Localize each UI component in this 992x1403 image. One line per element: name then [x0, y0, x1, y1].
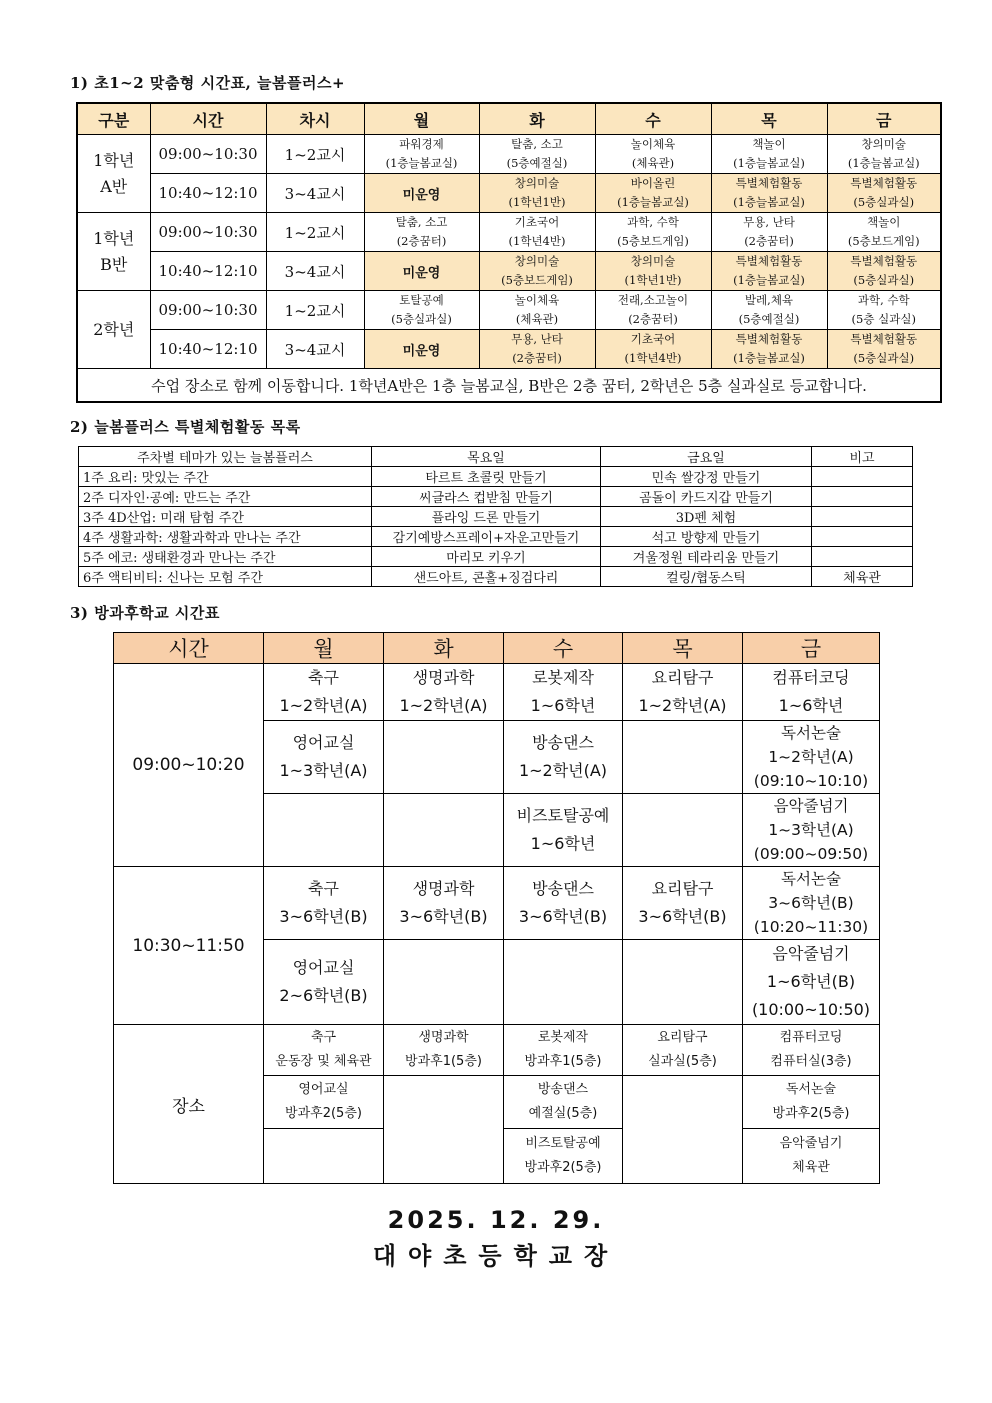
- place-label: 장소: [114, 1025, 264, 1184]
- class-cell: 음악줄넘기 1~6학년(B) (10:00~10:50): [743, 940, 880, 1025]
- activity-cell: 창의미술 (1학년1반): [479, 174, 595, 213]
- col-mon: 월: [364, 103, 479, 135]
- activity-cell: 놀이체육 (체육관): [479, 291, 595, 330]
- thursday-cell: 타르트 초콜릿 만들기: [372, 467, 601, 487]
- classroom-note: 수업 장소로 함께 이동합니다. 1학년A반은 1층 늘봄교실, B반은 2층 꿈터, 2학년은 5층 실과실로 등교합니다.: [77, 369, 941, 403]
- activity-cell: 책놀이 (5층보드게임): [827, 213, 941, 252]
- class-cell: 축구 3~6학년(B): [264, 867, 384, 940]
- class-cell: 요리탐구 1~2학년(A): [623, 664, 743, 721]
- place-cell: 영어교실 방과후2(5층): [264, 1076, 384, 1129]
- class-cell: 축구 1~2학년(A): [264, 664, 384, 721]
- place-cell: 로봇제작 방과후1(5층): [504, 1025, 623, 1076]
- empty-cell: [384, 940, 504, 1025]
- document-date: 2025. 12. 29.: [387, 1206, 605, 1234]
- col-fri: 금: [743, 633, 880, 664]
- friday-cell: 민속 쌀강정 만들기: [601, 467, 812, 487]
- care-timetable: [76, 102, 942, 403]
- theme-cell: 5주 에코: 생태환경과 만나는 주간: [79, 547, 372, 567]
- col-remark: 비고: [812, 447, 913, 467]
- period-cell: 3~4교시: [266, 252, 364, 291]
- remark-cell: 체육관: [812, 567, 913, 587]
- col-tue: 화: [479, 103, 595, 135]
- empty-cell: [623, 721, 743, 794]
- time-cell: 09:00~10:30: [150, 291, 266, 330]
- period-cell: 1~2교시: [266, 213, 364, 252]
- table-row: [77, 330, 941, 369]
- activity-cell: 창의미술 (1학년1반): [595, 252, 711, 291]
- time-cell: 10:40~12:10: [150, 252, 266, 291]
- class-cell: 생명과학 3~6학년(B): [384, 867, 504, 940]
- table-row: [77, 291, 941, 330]
- table-row: [77, 135, 941, 174]
- time-cell: 09:00~10:30: [150, 135, 266, 174]
- not-operated-cell: 미운영: [364, 252, 479, 291]
- section1-heading: 1) 초1~2 맞춤형 시간표, 늘봄플러스+: [70, 74, 346, 92]
- afterschool-timetable: [113, 632, 880, 1184]
- col-period: 차시: [266, 103, 364, 135]
- place-cell: 독서논술 방과후2(5층): [743, 1076, 880, 1129]
- theme-cell: 4주 생활과학: 생활과학과 만나는 주간: [79, 527, 372, 547]
- table-row: [79, 527, 913, 547]
- period-cell: 1~2교시: [266, 291, 364, 330]
- place-cell: 음악줄넘기 체육관: [743, 1129, 880, 1184]
- activity-cell: 전래,소고놀이 (2층꿈터): [595, 291, 711, 330]
- class-cell: 영어교실 1~3학년(A): [264, 721, 384, 794]
- col-fri: 금: [827, 103, 941, 135]
- table-row: [79, 507, 913, 527]
- not-operated-cell: 미운영: [364, 330, 479, 369]
- empty-cell: [264, 794, 384, 867]
- section3-heading: 3) 방과후학교 시간표: [70, 604, 220, 622]
- friday-cell: 3D펜 체험: [601, 507, 812, 527]
- care-header-row: [77, 103, 941, 135]
- table-row: [79, 487, 913, 507]
- not-operated-cell: 미운영: [364, 174, 479, 213]
- empty-cell: [384, 721, 504, 794]
- table-row: [79, 567, 913, 587]
- class-cell: 독서논술 1~2학년(A) (09:10~10:10): [743, 721, 880, 794]
- activity-cell: 책놀이 (1층늘봄교실): [711, 135, 827, 174]
- col-tue: 화: [384, 633, 504, 664]
- empty-cell: [504, 940, 623, 1025]
- class-cell: 영어교실 2~6학년(B): [264, 940, 384, 1025]
- thursday-cell: 마리모 키우기: [372, 547, 601, 567]
- time-slot-2: 10:30~11:50: [114, 867, 264, 1025]
- theme-cell: 3주 4D산업: 미래 탐험 주간: [79, 507, 372, 527]
- theme-cell: 1주 요리: 맛있는 주간: [79, 467, 372, 487]
- col-thursday: 목요일: [372, 447, 601, 467]
- place-cell: 비즈토탈공예 방과후2(5층): [504, 1129, 623, 1184]
- activity-cell: 창의미술 (5층보드게임): [479, 252, 595, 291]
- activity-cell: 특별체험활동 (1층늘봄교실): [711, 174, 827, 213]
- theme-cell: 2주 디자인·공예: 만드는 주간: [79, 487, 372, 507]
- activity-cell: 탈춤, 소고 (5층예절실): [479, 135, 595, 174]
- col-division: 구분: [77, 103, 150, 135]
- friday-cell: 곰돌이 카드지갑 만들기: [601, 487, 812, 507]
- activity-cell: 무용, 난타 (2층꿈터): [711, 213, 827, 252]
- period-cell: 3~4교시: [266, 174, 364, 213]
- period-cell: 3~4교시: [266, 330, 364, 369]
- remark-cell: [812, 527, 913, 547]
- thursday-cell: 샌드아트, 콘홀+징검다리: [372, 567, 601, 587]
- table-row: [114, 664, 880, 721]
- activity-cell: 창의미술 (1층늘봄교실): [827, 135, 941, 174]
- activity-cell: 바이올린 (1층늘봄교실): [595, 174, 711, 213]
- afterschool-header-row: [114, 633, 880, 664]
- class-cell: 생명과학 1~2학년(A): [384, 664, 504, 721]
- table-row: [77, 252, 941, 291]
- special-activity-table: [78, 446, 913, 587]
- place-cell: 컴퓨터코딩 컴퓨터실(3층): [743, 1025, 880, 1076]
- table-row: [77, 174, 941, 213]
- col-time: 시간: [150, 103, 266, 135]
- col-time: 시간: [114, 633, 264, 664]
- place-cell: 생명과학 방과후1(5층): [384, 1025, 504, 1076]
- time-slot-1: 09:00~10:20: [114, 664, 264, 867]
- activity-cell: 무용, 난타 (2층꿈터): [479, 330, 595, 369]
- place-cell: 방송댄스 예절실(5층): [504, 1076, 623, 1129]
- table-row: [77, 213, 941, 252]
- theme-cell: 6주 액티비티: 신나는 모험 주간: [79, 567, 372, 587]
- col-wed: 수: [595, 103, 711, 135]
- activity-cell: 토탈공예 (5층실과실): [364, 291, 479, 330]
- thursday-cell: 플라잉 드론 만들기: [372, 507, 601, 527]
- group-label: 1학년 A반: [77, 135, 150, 213]
- time-cell: 10:40~12:10: [150, 330, 266, 369]
- table-row: [114, 1025, 880, 1076]
- activity-cell: 과학, 수학 (5층보드게임): [595, 213, 711, 252]
- col-wed: 수: [504, 633, 623, 664]
- activity-cell: 특별체험활동 (5층실과실): [827, 252, 941, 291]
- class-cell: 비즈토탈공예 1~6학년: [504, 794, 623, 867]
- school-principal: 대야초등학교장: [372, 1242, 620, 1270]
- thursday-cell: 감기예방스프레이+자운고만들기: [372, 527, 601, 547]
- class-cell: 음악줄넘기 1~3학년(A) (09:00~09:50): [743, 794, 880, 867]
- activity-cell: 과학, 수학 (5층 실과실): [827, 291, 941, 330]
- table-row: [79, 547, 913, 567]
- col-thu: 목: [711, 103, 827, 135]
- activity-cell: 특별체험활동 (1층늘봄교실): [711, 330, 827, 369]
- activity-cell: 기초국어 (1학년4반): [595, 330, 711, 369]
- activity-cell: 탈춤, 소고 (2층꿈터): [364, 213, 479, 252]
- period-cell: 1~2교시: [266, 135, 364, 174]
- time-cell: 10:40~12:10: [150, 174, 266, 213]
- group-label: 2학년: [77, 291, 150, 369]
- col-mon: 월: [264, 633, 384, 664]
- activity-cell: 특별체험활동 (1층늘봄교실): [711, 252, 827, 291]
- activity-cell: 특별체험활동 (5층실과실): [827, 174, 941, 213]
- activity-header-row: [79, 447, 913, 467]
- activity-cell: 발레,체육 (5층예절실): [711, 291, 827, 330]
- class-cell: 독서논술 3~6학년(B) (10:20~11:30): [743, 867, 880, 940]
- activity-cell: 기초국어 (1학년4반): [479, 213, 595, 252]
- class-cell: 요리탐구 3~6학년(B): [623, 867, 743, 940]
- empty-cell: [384, 794, 504, 867]
- col-friday: 금요일: [601, 447, 812, 467]
- friday-cell: 석고 방향제 만들기: [601, 527, 812, 547]
- table-row: [79, 467, 913, 487]
- remark-cell: [812, 507, 913, 527]
- activity-cell: 특별체험활동 (5층실과실): [827, 330, 941, 369]
- table-row: [114, 867, 880, 940]
- place-cell: 요리탐구 실과실(5층): [623, 1025, 743, 1076]
- empty-cell: [384, 1076, 504, 1184]
- col-theme: 주차별 테마가 있는 늘봄플러스: [79, 447, 372, 467]
- remark-cell: [812, 467, 913, 487]
- empty-cell: [623, 1076, 743, 1184]
- empty-cell: [623, 794, 743, 867]
- time-cell: 09:00~10:30: [150, 213, 266, 252]
- activity-cell: 파워경제 (1층늘봄교실): [364, 135, 479, 174]
- place-cell: 축구 운동장 및 체육관: [264, 1025, 384, 1076]
- col-thu: 목: [623, 633, 743, 664]
- group-label: 1학년 B반: [77, 213, 150, 291]
- friday-cell: 컬링/협동스틱: [601, 567, 812, 587]
- class-cell: 컴퓨터코딩 1~6학년: [743, 664, 880, 721]
- activity-cell: 놀이체육 (체육관): [595, 135, 711, 174]
- class-cell: 방송댄스 1~2학년(A): [504, 721, 623, 794]
- thursday-cell: 씨글라스 컵받침 만들기: [372, 487, 601, 507]
- empty-cell: [264, 1129, 384, 1184]
- class-cell: 로봇제작 1~6학년: [504, 664, 623, 721]
- empty-cell: [623, 940, 743, 1025]
- remark-cell: [812, 487, 913, 507]
- friday-cell: 겨울정원 테라리움 만들기: [601, 547, 812, 567]
- class-cell: 방송댄스 3~6학년(B): [504, 867, 623, 940]
- remark-cell: [812, 547, 913, 567]
- section2-heading: 2) 늘봄플러스 특별체험활동 목록: [70, 418, 301, 436]
